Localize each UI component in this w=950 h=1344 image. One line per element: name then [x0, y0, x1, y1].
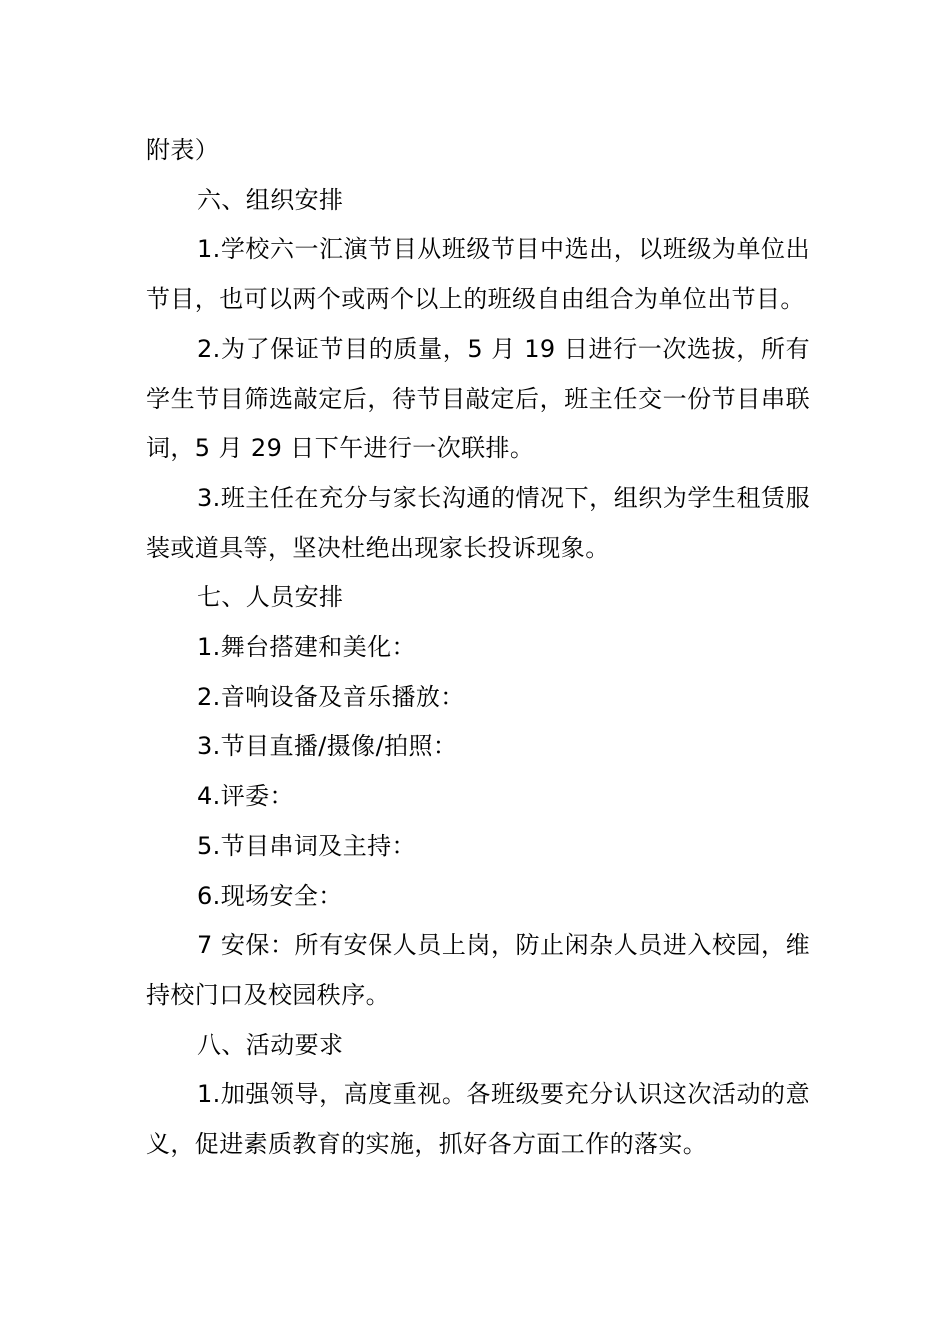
paragraph-personnel-5: 5.节目串词及主持：: [197, 831, 416, 860]
paragraph-personnel-2: 2.音响设备及音乐播放：: [197, 682, 465, 711]
paragraph-personnel-4: 4.评委：: [197, 782, 294, 811]
paragraph-personnel-3: 3.节目直播/摄像/拍照：: [197, 732, 458, 761]
paragraph-requirements-1: 1.加强领导，高度重视。各班级要充分认识这次活动的意义，促进素质教育的实施，抓好各方面工作的落实。: [146, 1080, 810, 1159]
heading-requirements: 八、活动要求: [197, 1030, 344, 1059]
heading-personnel: 七、人员安排: [197, 583, 344, 612]
paragraph-personnel-1: 1.舞台搭建和美化：: [197, 633, 416, 662]
paragraph-organization-3: 3.班主任在充分与家长沟通的情况下，组织为学生租赁服装或道具等，坚决杜绝出现家长投诉现象。: [146, 483, 810, 562]
paragraph-organization-1: 1.学校六一汇演节目从班级节目中选出，以班级为单位出节目，也可以两个或两个以上的班级自由组合为单位出节目。: [146, 235, 810, 314]
document-body: [146, 126, 810, 1170]
paragraph-organization-2: 2.为了保证节目的质量，5 月 19 日进行一次选拔，所有学生节目筛选敲定后，待节目敲定后，班主任交一份节目串联词，5 月 29 日下午进行一次联排。: [146, 334, 810, 463]
heading-organization: 六、组织安排: [197, 185, 344, 214]
paragraph-appendix-note: 附表）: [146, 136, 220, 164]
paragraph-personnel-7: 7 安保：所有安保人员上岗，防止闲杂人员进入校园，维持校门口及校园秩序。: [146, 931, 810, 1009]
paragraph-personnel-6: 6.现场安全：: [197, 881, 343, 910]
